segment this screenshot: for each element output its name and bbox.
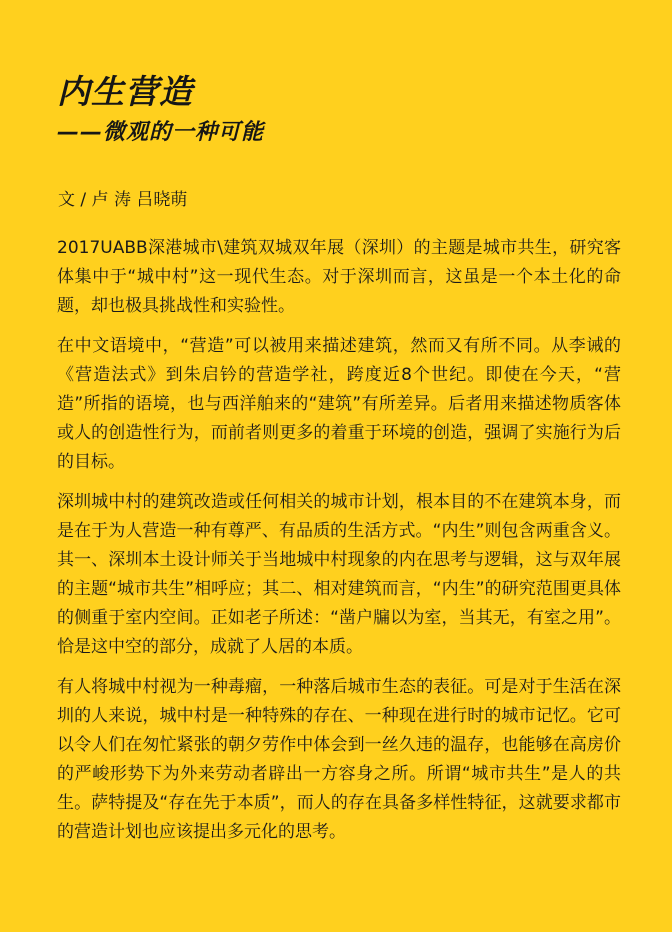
paragraph-1: 2017UABB深港城市\建筑双城双年展（深圳）的主题是城市共生，研究客体集中于“城中村”这一现代生态。对于深圳而言，这虽是一个本土化的命题，却也极具挑战性和实验性。 (57, 238, 621, 316)
paragraph-4: 有人将城中村视为一种毒瘤，一种落后城市生态的表征。可是对于生活在深圳的人来说，城中村是一种特殊的存在、一种现在进行时的城市记忆。它可以令人们在匆忙紧张的朝夕劳作中体会到一丝久违的温存，也能够在高房价的严峻形势下为外来劳动者辟出一方容身之所。所谓“城市共生”是人的共生。萨特提及“存在先于本质”，而人的存在具备多样性特征，这就要求都市的营造计划也应该提出多元化的思考。 (57, 677, 621, 842)
article-body (57, 234, 621, 858)
article-title: 内生营造 (57, 72, 193, 111)
paragraph-3: 深圳城中村的建筑改造或任何相关的城市计划，根本目的不在建筑本身，而是在于为人营造一种有尊严、有品质的生活方式。“内生”则包含两重含义。其一、深圳本土设计师关于当地城中村现象的内在思考与逻辑，这与双年展的主题“城市共生”相呼应；其二、相对建筑而言，“内生”的研究范围更具体的侧重于室内空间。正如老子所述：“凿户牖以为室，当其无，有室之用”。恰是这中空的部分，成就了人居的本质。 (57, 492, 621, 657)
paragraph-2: 在中文语境中，“营造”可以被用来描述建筑，然而又有所不同。从李诫的《营造法式》到朱启钤的营造学社，跨度近8个世纪。即使在今天，“营造”所指的语境，也与西洋舶来的“建筑”有所差异。后者用来描述物质客体或人的创造性行为，而前者则更多的着重于环境的创造，强调了实施行为后的目标。 (57, 336, 621, 472)
author-byline: 文 / 卢 涛 吕晓萌 (58, 190, 188, 210)
article-subtitle: ——微观的一种可能 (57, 120, 265, 145)
